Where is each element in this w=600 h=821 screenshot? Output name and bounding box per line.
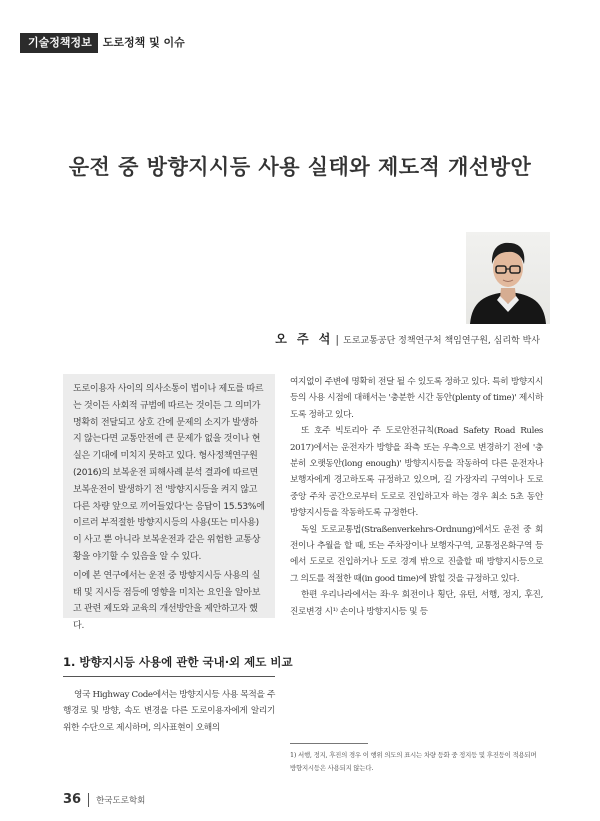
- body-paragraph: 영국 Highway Code에서는 방향지시등 사용 목적을 주행경로 및 방향, 속도 변경을 다른 도로이용자에게 알리기 위한 수단으로 제시하며, 의사표현이 오해의: [63, 690, 275, 733]
- author-name: 오 주 석: [275, 332, 334, 346]
- footnote-rule: [290, 743, 368, 744]
- abstract-paragraph: 이에 본 연구에서는 운전 중 방향지시등 사용의 실태 및 지시등 점등에 영향을 미치는 요인을 알아보고 관련 제도와 교육의 개선방안을 제안하고자 했다.: [73, 570, 261, 632]
- body-column-left: [63, 687, 275, 736]
- section-heading: 1. 방향지시등 사용에 관한 국내·외 제도 비교: [63, 655, 293, 669]
- body-paragraph: 또 호주 빅토리아 주 도로안전규칙(Road Safety Road Rules 2017)에서는 운전자가 방향을 좌측 또는 우측으로 변경하기 전에 '충분히 오랫동안(long enough)' 방향지시등을 작동하여 다른 운전자나 보행자에게 경고하도록 규정하고 있으며, 길 가장자리 구역이나 도로 중앙 주차 공간으로부터 도로로 진입하고자 하는 경우 최소 5초 동안 방향지시등을 작동하도록 규정한다.: [290, 426, 543, 519]
- abstract-paragraph: 도로이용자 사이의 의사소통이 법이나 제도를 따르는 것이든 사회적 규범에 따르는 것이든 그 의미가 명확히 전달되고 상호 간에 문제의 소지가 발생하지 않는다면 교통안전에 큰 문제가 없을 것이나 현실은 기대에 미치지 못하고 있다. 형사정책연구원(2016)의 보복운전 피해사례 분석 결과에 따르면 보복운전이 발생하기 전 '방향지시등을 켜지 않고 다른 차량 앞으로 끼어들었다'는 응답이 15.53%에 이르러 부적절한 방향지시등의 사용(또는 미사용)이 사고 뿐 아니라 보복운전과 같은 위험한 교통상황을 야기할 수 있음을 알 수 있다.: [73, 384, 265, 562]
- header-category: 기술정책정보: [20, 33, 98, 53]
- page-footer: [63, 792, 145, 807]
- body-paragraph: 여지없이 주변에 명확히 전달 될 수 있도록 정하고 있다. 특히 방향지시등의 사용 시점에 대해서는 '충분한 시간 동안(plenty of time)' 제시하도록 정하고 있다.: [290, 377, 543, 420]
- page-number: 36: [63, 792, 82, 807]
- body-column-right: [290, 374, 543, 620]
- footnote: 1) 서행, 정지, 후진의 경우 이 행위 의도의 표시는 차량 등화 중 정지등 및 후진등이 적용되며 방향지시등은 사용되지 않는다.: [290, 751, 537, 772]
- article-title: 운전 중 방향지시등 사용 실태와 제도적 개선방안: [68, 155, 532, 179]
- author-portrait-image: [466, 232, 550, 324]
- author-line: [275, 330, 540, 347]
- author-separator: |: [335, 333, 340, 346]
- author-affiliation: 도로교통공단 정책연구처 책임연구원, 심리학 박사: [343, 336, 540, 346]
- abstract-box: [63, 374, 275, 632]
- header-section: 도로정책 및 이슈: [102, 36, 185, 49]
- body-paragraph: 독일 도로교통법(Straßenverkehrs-Ordnung)에서도 운전 중 회전이나 추월을 할 때, 또는 주차장이나 보행자구역, 교통정온화구역 등에서 도로로 진입하거나 도로 경계 밖으로 진출할 때 방향지시등으로 그 의도를 적절한 때(in good time)에 밝힐 것을 규정하고 있다.: [290, 524, 543, 584]
- section-rule: [63, 676, 275, 677]
- body-paragraph: 한편 우리나라에서는 좌·우 회전이나 횡단, 유턴, 서행, 정지, 후진, 진로변경 시¹⁾ 손이나 방향지시등 및 등: [290, 590, 543, 617]
- author-photo: [466, 232, 550, 324]
- publisher-name: 한국도로학회: [96, 795, 146, 806]
- footer-divider: [88, 793, 89, 807]
- running-header: [20, 33, 185, 53]
